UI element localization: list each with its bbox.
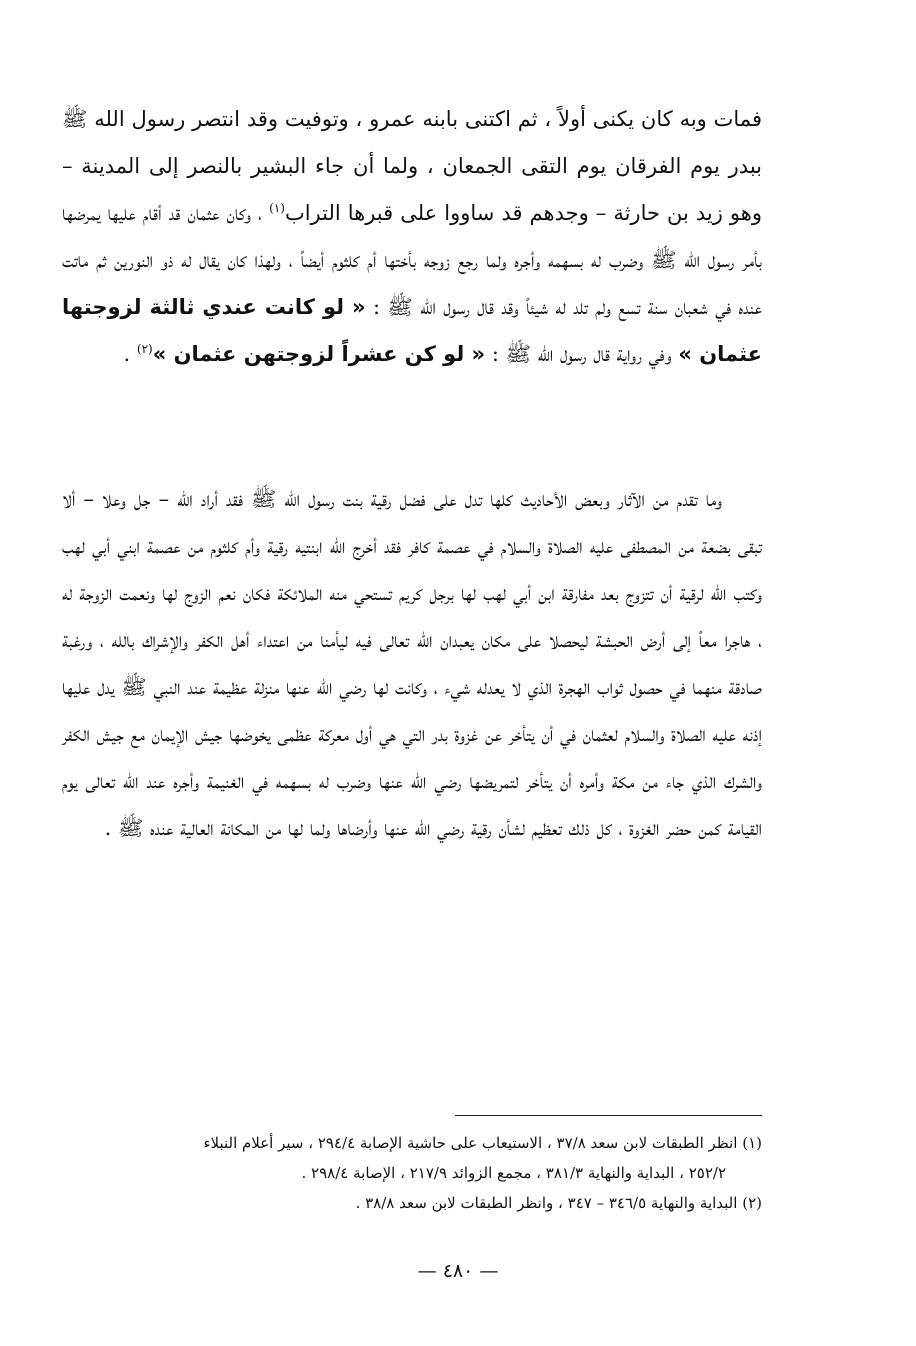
- footnote-1-number: (١): [742, 1134, 762, 1152]
- footnote-separator: [455, 1115, 762, 1116]
- paragraph-1-text-b: ، وكان عثمان قد أقام عليها يمرضها بأمر رسول الله ﷺ وضرب له بسهمه وأجره ولما رجع زوجه بأختها أم كلثوم أيضاً ، ولهذا كان يقال له ذو النورين ثم ماتت عنده في شعبان سنة تسع ولم تلد له شيئاً وقد قال رسول الله ﷺ :: [62, 201, 762, 319]
- page-number: — ٤٨٠ —: [417, 1260, 499, 1282]
- hadith-quote-2: « لو كن عشراً لزوجتهن عثمان »: [152, 342, 486, 366]
- footnote-1: [62, 1128, 762, 1188]
- paragraph-1-text-d: .: [123, 342, 131, 366]
- footnote-2-number: (٢): [742, 1194, 762, 1212]
- footnote-2-text: البداية والنهاية ٣٤٦/٥ – ٣٤٧ ، وانظر الطبقات لابن سعد ٣٨/٨ .: [355, 1194, 738, 1212]
- footnote-2: [62, 1188, 762, 1218]
- footnote-1-line-1: [62, 1128, 762, 1158]
- paragraph-1: [62, 96, 762, 378]
- footnotes: [62, 1128, 762, 1218]
- footnote-1-text-line-2: ٢٥٢/٢ ، البداية والنهاية ٣٨١/٣ ، مجمع الزوائد ٢١٧/٩ ، الإصابة ٢٩٨/٤ .: [301, 1164, 726, 1182]
- footnote-1-text-line-1: انظر الطبقات لابن سعد ٣٧/٨ ، الاستيعاب على حاشية الإصابة ٢٩٤/٤ ، سير أعلام النبلاء: [203, 1134, 738, 1152]
- footnote-ref-1: (١): [269, 201, 285, 215]
- paragraph-1-text-a: فمات وبه كان يكنى أولاً ، ثم اكتنى بابنه عمرو ، وتوفيت وقد انتصر رسول الله ﷺ ببدر يوم الفرقان يوم التقى الجمعان ، ولما أن جاء البشير بالنصر إلى المدينة – وهو زيد بن حارثة – وجدهم قد ساووا على قبرها التراب: [62, 107, 762, 225]
- paragraph-2: وما تقدم من الآثار وبعض الأحاديث كلها تدل على فضل رقية بنت رسول الله ﷺ فقد أراد الله – جل وعلا – ألا تبقى بضعة من المصطفى عليه الصلاة والسلام في عصمة كافر فقد أخرج الله ابنتيه رقية وأم كلثوم من عصمة ابني أبي لهب وكتب الله لرقية أن تتزوج بعد مفارقة ابن أبي لهب لها برجل كريم تستحي منه الملائكة فكان نعم الزوج لها ونعمت الزوجة له ، هاجرا معاً إلى أرض الحبشة ليحصلا على مكان يعبدان الله تعالى فيه ليأمنا من اعتداء أهل الكفر والإشراك بالله ، ورغبة صادقة منهما في حصول ثواب الهجرة الذي لا يعدله شيء ، وكانت لها رضي الله عنها منزلة عظيمة عند النبي ﷺ يدل عليها إذنه عليه الصلاة والسلام لعثمان في أن يتأخر عن غزوة بدر التي هي أول معركة عظمى يخوضها جيش الإيمان مع جيش الكفر والشرك الذي جاء من مكة وأمره أن يتأخر لتمريضها رضي الله عنها وضرب له بسهمه في الغنيمة وأجره عند الله تعالى يوم القيامة كمن حضر الغزوة ، كل ذلك تعظيم لشأن رقية رضي الله عنها وأرضاها ولما لها من المكانة العالية عنده ﷺ .: [62, 487, 762, 840]
- paragraph-1-text-c: وفي رواية قال رسول الله ﷺ :: [491, 342, 672, 366]
- footnote-ref-2: (٢): [136, 342, 153, 356]
- hadith-quote-1: « لو كانت عندي ثالثة لزوجتها عثمان »: [62, 295, 762, 366]
